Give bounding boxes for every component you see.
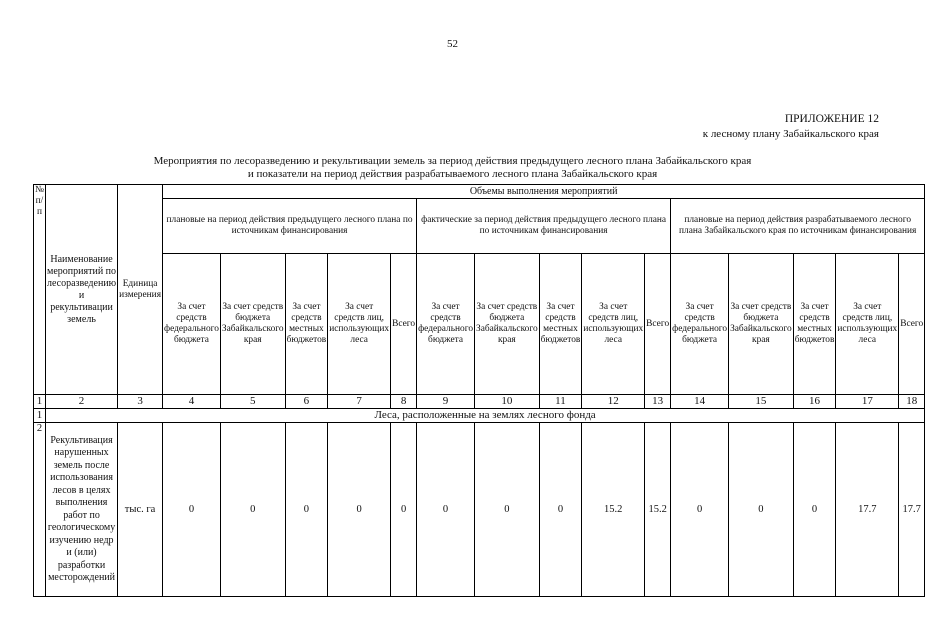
row-value: 0 [220, 423, 285, 597]
col-number: 4 [163, 395, 221, 409]
row-value: 17.7 [836, 423, 899, 597]
col-header-13: Всего [645, 254, 671, 395]
header-group-planned-new: плановые на период действия разрабатываемого лесного плана Забайкальского края по источникам финансирования [671, 199, 925, 254]
row-measure-name: Рекультивация нарушенных земель после использования лесов в целях выполнения работ по геологическому изучению недр и (или) разработки месторождений [45, 423, 117, 597]
page-number: 52 [447, 38, 458, 50]
col-number: 11 [539, 395, 582, 409]
col-number: 1 [34, 395, 46, 409]
row-value: 15.2 [582, 423, 645, 597]
row-num: 2 [34, 423, 46, 597]
row-value: 0 [729, 423, 794, 597]
row-value: 0 [417, 423, 475, 597]
header-volumes: Объемы выполнения мероприятий [163, 185, 925, 199]
row-value: 17.7 [899, 423, 925, 597]
appendix-header [703, 112, 879, 142]
col-header-8: Всего [391, 254, 417, 395]
col-header-9: За счет средств федерального бюджета [417, 254, 475, 395]
measures-table [33, 184, 925, 597]
appendix-title: ПРИЛОЖЕНИЕ 12 [784, 113, 879, 125]
col-number: 9 [417, 395, 475, 409]
row-value: 0 [163, 423, 221, 597]
section-row-num: 1 [34, 409, 46, 423]
document-title [0, 155, 905, 181]
col-header-16: За счет средств местных бюджетов [793, 254, 836, 395]
row-value: 15.2 [645, 423, 671, 597]
row-value: 0 [793, 423, 836, 597]
col-number: 17 [836, 395, 899, 409]
row-value: 0 [475, 423, 540, 597]
col-header-12: За счет средств лиц, использующих леса [582, 254, 645, 395]
col-header-4: За счет средств федерального бюджета [163, 254, 221, 395]
col-header-11: За счет средств местных бюджетов [539, 254, 582, 395]
header-measure-name: Наименование мероприятий по лесоразведению и рекультивации земель [45, 185, 117, 395]
section-row-label: Леса, расположенные на землях лесного фонда [45, 409, 924, 423]
col-header-15: За счет средств бюджета Забайкальского края [729, 254, 794, 395]
col-header-14: За счет средств федерального бюджета [671, 254, 729, 395]
row-value: 0 [391, 423, 417, 597]
header-unit: Единица измерения [118, 185, 163, 395]
col-number: 2 [45, 395, 117, 409]
title-line-2: и показатели на период действия разрабатываемого лесного плана Забайкальского края [247, 168, 658, 180]
col-number: 10 [475, 395, 540, 409]
col-number: 3 [118, 395, 163, 409]
col-number: 15 [729, 395, 794, 409]
col-number: 14 [671, 395, 729, 409]
col-number: 18 [899, 395, 925, 409]
row-value: 0 [285, 423, 328, 597]
col-header-6: За счет средств местных бюджетов [285, 254, 328, 395]
row-value: 0 [539, 423, 582, 597]
col-number: 12 [582, 395, 645, 409]
col-header-10: За счет средств бюджета Забайкальского края [475, 254, 540, 395]
col-number: 7 [328, 395, 391, 409]
col-number: 16 [793, 395, 836, 409]
col-number: 8 [391, 395, 417, 409]
header-group-planned-previous: плановые на период действия предыдущего лесного плана по источникам финансирования [163, 199, 417, 254]
col-number: 5 [220, 395, 285, 409]
row-value: 0 [328, 423, 391, 597]
header-num: № п/п [34, 185, 46, 395]
col-number: 13 [645, 395, 671, 409]
header-group-actual-previous: фактические за период действия предыдущего лесного плана по источникам финансирования [417, 199, 671, 254]
title-line-1: Мероприятия по лесоразведению и рекультивации земель за период действия предыдущего лесного плана Забайкальского края [153, 155, 752, 167]
row-unit: тыс. га [118, 423, 163, 597]
row-value: 0 [671, 423, 729, 597]
col-header-5: За счет средств бюджета Забайкальского края [220, 254, 285, 395]
col-header-7: За счет средств лиц, использующих леса [328, 254, 391, 395]
col-number: 6 [285, 395, 328, 409]
col-header-18: Всего [899, 254, 925, 395]
col-header-17: За счет средств лиц, использующих леса [836, 254, 899, 395]
appendix-subtitle: к лесному плану Забайкальского края [702, 128, 879, 140]
